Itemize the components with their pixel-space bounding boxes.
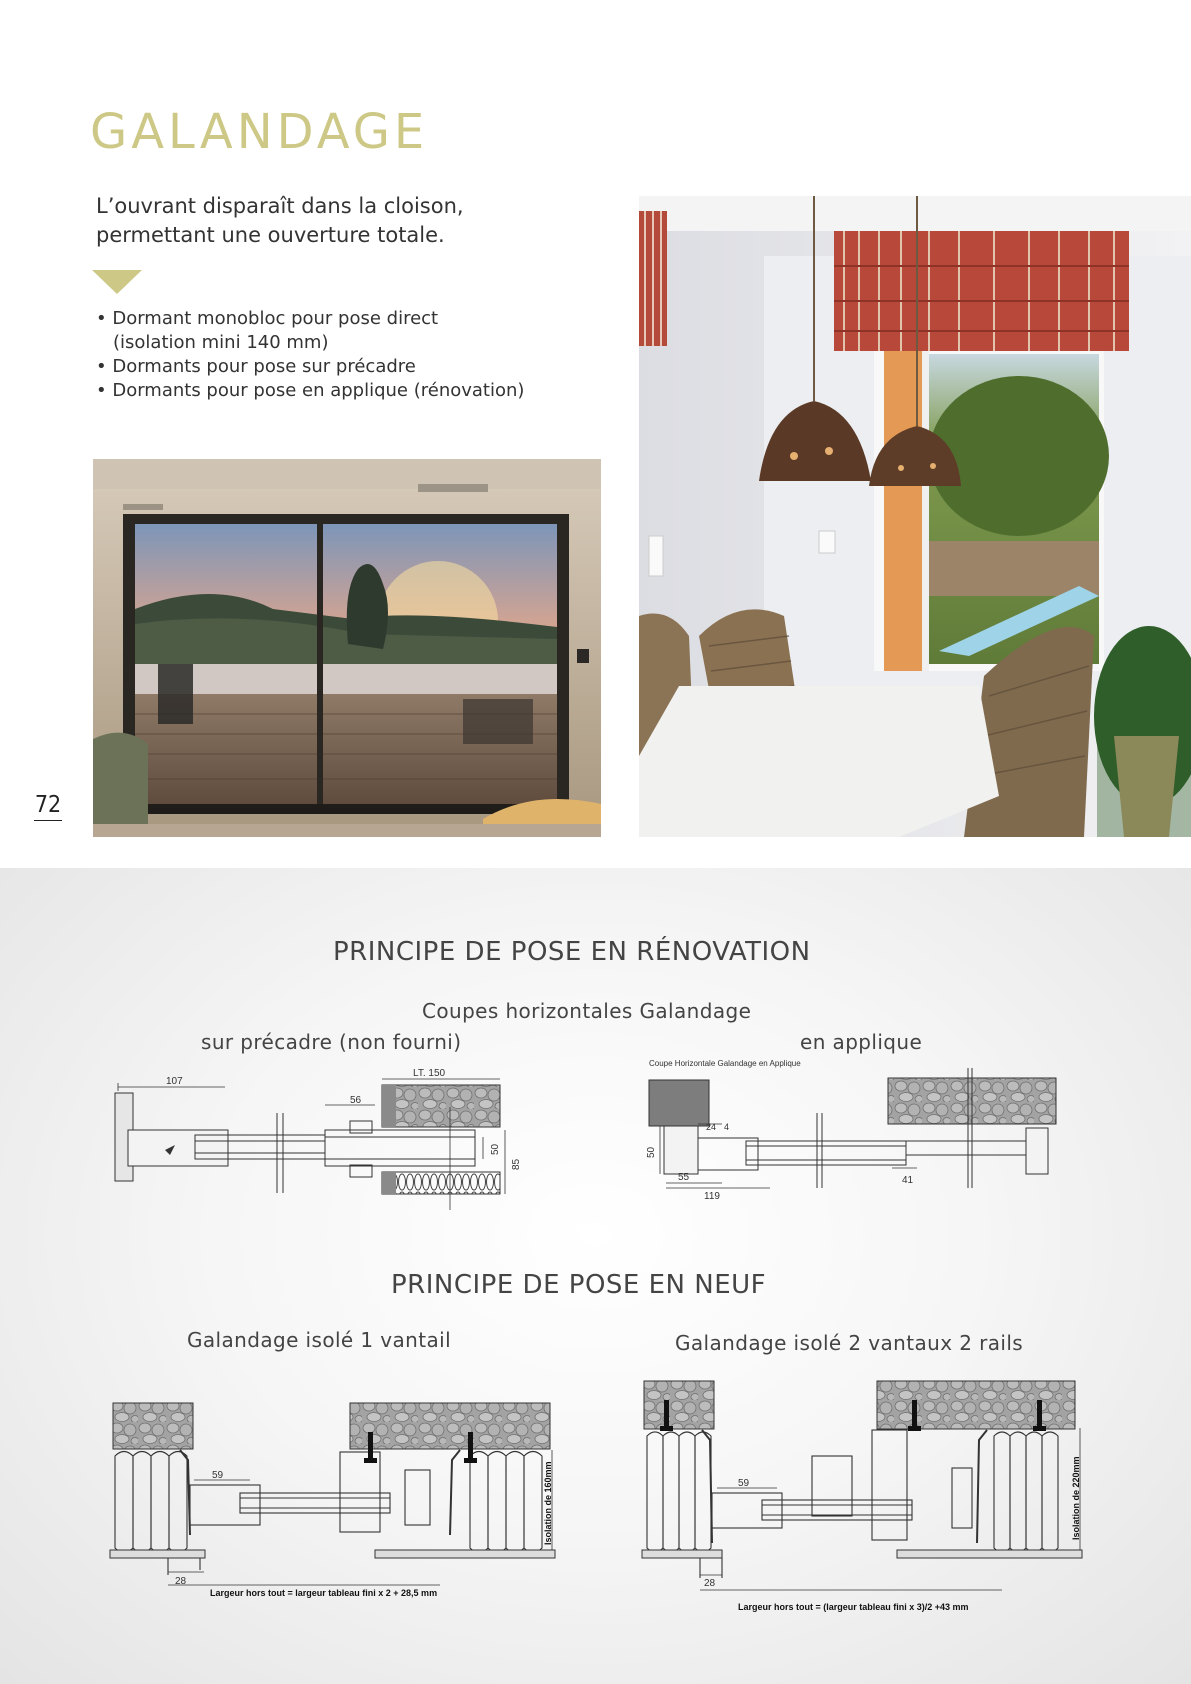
diagram-neuf-1-vantail — [110, 1400, 560, 1598]
dim-55: 55 — [678, 1172, 690, 1183]
intro-line-1: L’ouvrant disparaît dans la cloison, — [96, 194, 464, 218]
feature-item: • Dormants pour pose sur précadre — [96, 356, 416, 377]
dim-119: 119 — [704, 1191, 720, 1202]
renovation-subtitle: Coupes horizontales Galandage — [422, 999, 752, 1023]
dim-4: 4 — [724, 1122, 730, 1132]
formula-label: Largeur hors tout = largeur tableau fini x 2 + 28,5 mm — [210, 1588, 438, 1598]
dim-59: 59 — [212, 1470, 224, 1481]
diagram-neuf-2-vantaux — [642, 1378, 1087, 1618]
feature-item: • Dormant monobloc pour pose direct — [96, 308, 439, 329]
neuf-left-caption: Galandage isolé 1 vantail — [187, 1328, 452, 1352]
renovation-right-caption: en applique — [800, 1030, 923, 1054]
feature-item: (isolation mini 140 mm) — [113, 332, 329, 353]
diagram-renovation-precadre — [110, 1065, 520, 1210]
page-title: GALANDAGE — [90, 104, 429, 160]
dim-28: 28 — [175, 1576, 187, 1587]
dim-24: 24 — [706, 1122, 717, 1132]
dim-28: 28 — [704, 1578, 716, 1589]
intro-text — [96, 192, 566, 250]
neuf-right-caption: Galandage isolé 2 vantaux 2 rails — [675, 1331, 1024, 1355]
isolation-label: Isolation de 220mm — [1071, 1456, 1081, 1540]
feature-item: • Dormants pour pose en applique (rénovation) — [96, 380, 525, 401]
dim-85: 85 — [511, 1158, 522, 1170]
intro-line-2: permettant une ouverture totale. — [96, 223, 445, 247]
neuf-title: PRINCIPE DE POSE EN NEUF — [391, 1270, 767, 1300]
page-number: 72 — [34, 792, 62, 821]
dim-50: 50 — [490, 1143, 501, 1155]
dim-41: 41 — [902, 1175, 914, 1186]
renovation-title: PRINCIPE DE POSE EN RÉNOVATION — [333, 937, 811, 967]
photo-dining-room-patio — [639, 196, 1191, 837]
dim-56: 56 — [350, 1095, 362, 1106]
isolation-label: Isolation de 160mm — [543, 1461, 553, 1545]
diagram-heading: Coupe Horizontale Galandage en Applique — [649, 1059, 801, 1068]
dim-59: 59 — [738, 1478, 750, 1489]
triangle-marker-icon — [92, 270, 142, 294]
formula-label: Largeur hors tout = (largeur tableau fini x 3)/2 +43 mm — [738, 1602, 969, 1612]
dim-107: 107 — [166, 1076, 183, 1087]
renovation-left-caption: sur précadre (non fourni) — [201, 1030, 462, 1054]
dim-50: 50 — [646, 1146, 657, 1158]
dim-lt: LT. 150 — [413, 1068, 446, 1079]
diagram-renovation-applique — [642, 1058, 1062, 1208]
feature-list — [96, 307, 524, 403]
photo-sunset-sliding-door — [93, 459, 601, 837]
